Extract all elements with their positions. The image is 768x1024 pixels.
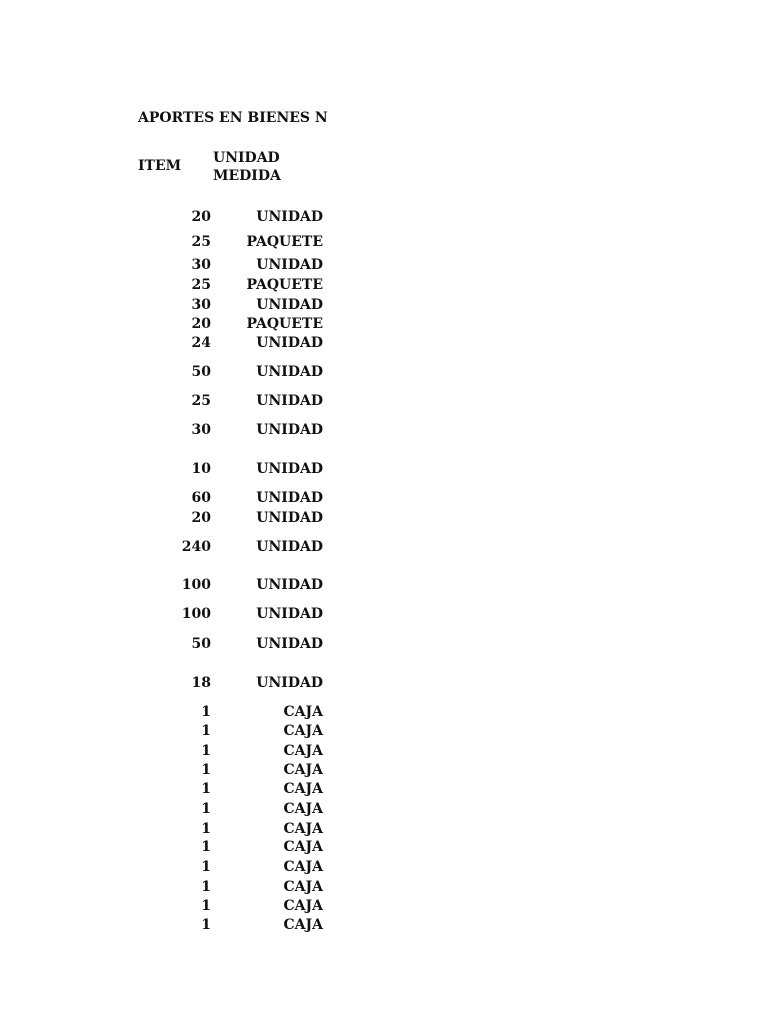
row-unit: UNIDAD [256, 539, 323, 555]
table-row [0, 489, 768, 507]
row-unit: CAJA [283, 917, 323, 933]
row-quantity: 18 [191, 675, 211, 691]
table-row [0, 363, 768, 381]
table-row [0, 674, 768, 692]
row-unit: CAJA [283, 723, 323, 739]
row-unit: UNIDAD [256, 297, 323, 313]
row-quantity: 20 [191, 209, 211, 225]
table-row [0, 780, 768, 798]
row-quantity: 24 [191, 335, 211, 351]
row-quantity: 240 [181, 539, 211, 555]
table-row [0, 460, 768, 478]
document-title: APORTES EN BIENES N [138, 110, 328, 126]
row-unit: UNIDAD [256, 636, 323, 652]
row-unit: CAJA [283, 859, 323, 875]
row-quantity: 60 [191, 490, 211, 506]
table-row [0, 761, 768, 779]
row-quantity: 10 [191, 461, 211, 477]
row-quantity: 25 [191, 234, 211, 250]
row-quantity: 100 [181, 606, 211, 622]
row-unit: CAJA [283, 839, 323, 855]
row-unit: CAJA [283, 704, 323, 720]
row-quantity: 25 [191, 277, 211, 293]
table-row [0, 296, 768, 314]
row-unit: UNIDAD [256, 577, 323, 593]
table-row [0, 722, 768, 740]
row-unit: UNIDAD [256, 393, 323, 409]
row-unit: CAJA [283, 879, 323, 895]
row-unit: CAJA [283, 821, 323, 837]
row-quantity: 1 [201, 781, 211, 797]
row-quantity: 30 [191, 297, 211, 313]
row-unit: UNIDAD [256, 257, 323, 273]
table-row [0, 605, 768, 623]
row-unit: CAJA [283, 762, 323, 778]
column-header-item: ITEM [138, 158, 182, 174]
table-row [0, 635, 768, 653]
table-row [0, 916, 768, 934]
row-quantity: 1 [201, 898, 211, 914]
row-quantity: 1 [201, 839, 211, 855]
table-row [0, 576, 768, 594]
column-header-unidad-line2: MEDIDA [213, 168, 281, 184]
table-row [0, 800, 768, 818]
row-quantity: 20 [191, 510, 211, 526]
table-row [0, 742, 768, 760]
row-unit: UNIDAD [256, 606, 323, 622]
row-quantity: 25 [191, 393, 211, 409]
row-unit: CAJA [283, 781, 323, 797]
row-quantity: 100 [181, 577, 211, 593]
table-row [0, 276, 768, 294]
row-quantity: 30 [191, 257, 211, 273]
row-quantity: 1 [201, 723, 211, 739]
row-quantity: 50 [191, 636, 211, 652]
table-row [0, 334, 768, 352]
table-row [0, 838, 768, 856]
row-unit: UNIDAD [256, 461, 323, 477]
row-quantity: 50 [191, 364, 211, 380]
row-quantity: 1 [201, 859, 211, 875]
table-row [0, 878, 768, 896]
row-unit: CAJA [283, 898, 323, 914]
row-unit: UNIDAD [256, 675, 323, 691]
row-unit: UNIDAD [256, 422, 323, 438]
row-quantity: 1 [201, 704, 211, 720]
row-quantity: 1 [201, 821, 211, 837]
row-unit: UNIDAD [256, 490, 323, 506]
table-row [0, 392, 768, 410]
table-row [0, 421, 768, 439]
row-quantity: 1 [201, 743, 211, 759]
table-row [0, 897, 768, 915]
row-quantity: 1 [201, 762, 211, 778]
table-row [0, 233, 768, 251]
row-unit: CAJA [283, 801, 323, 817]
column-header-unidad-line1: UNIDAD [213, 150, 280, 166]
row-unit: UNIDAD [256, 335, 323, 351]
row-quantity: 1 [201, 917, 211, 933]
table-row [0, 509, 768, 527]
table-row [0, 538, 768, 556]
row-quantity: 1 [201, 801, 211, 817]
table-row [0, 208, 768, 226]
row-unit: CAJA [283, 743, 323, 759]
row-unit: UNIDAD [256, 364, 323, 380]
row-unit: PAQUETE [246, 234, 323, 250]
row-quantity: 20 [191, 316, 211, 332]
row-quantity: 1 [201, 879, 211, 895]
table-row [0, 703, 768, 721]
row-unit: PAQUETE [246, 316, 323, 332]
row-unit: UNIDAD [256, 209, 323, 225]
table-row [0, 256, 768, 274]
row-unit: PAQUETE [246, 277, 323, 293]
table-row [0, 858, 768, 876]
table-row [0, 315, 768, 333]
row-quantity: 30 [191, 422, 211, 438]
table-row [0, 820, 768, 838]
row-unit: UNIDAD [256, 510, 323, 526]
